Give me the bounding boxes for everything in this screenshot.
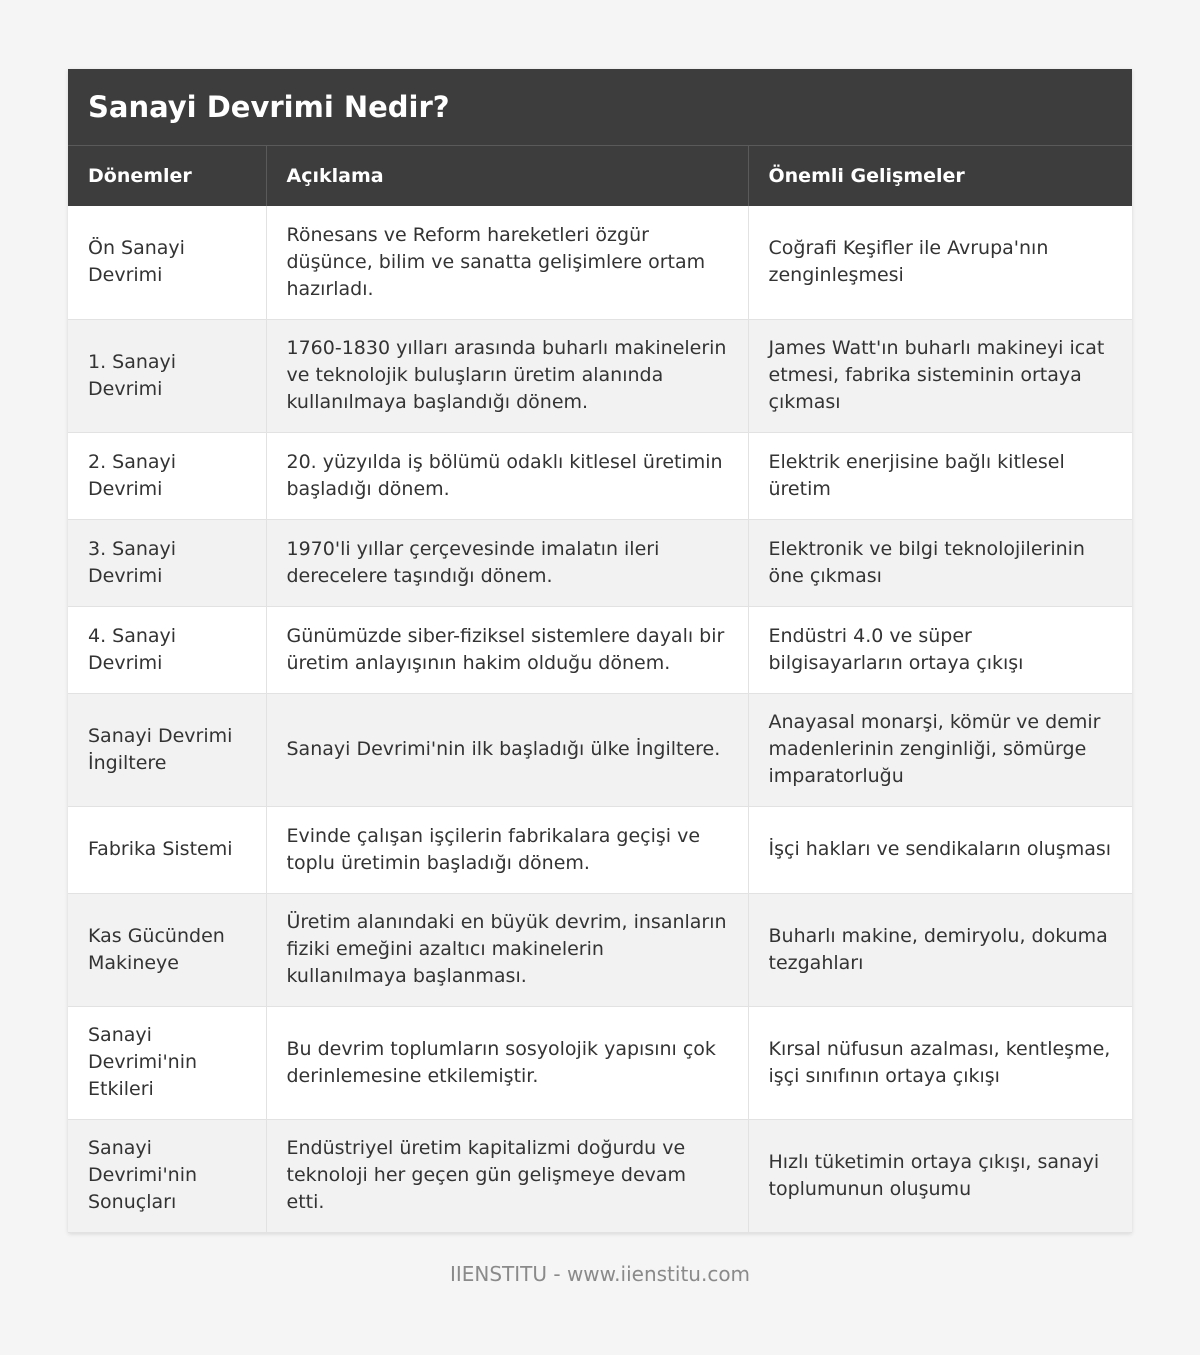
developments-cell: Coğrafi Keşifler ile Avrupa'nın zenginleşmesi [748, 206, 1132, 319]
table-row [68, 1119, 1132, 1232]
developments-cell: Anayasal monarşi, kömür ve demir madenlerinin zenginliği, sömürge imparatorluğu [748, 693, 1132, 806]
header-row [68, 146, 1132, 207]
description-cell: Rönesans ve Reform hareketleri özgür düşünce, bilim ve sanatta gelişimlere ortam hazırladı. [266, 206, 748, 319]
description-cell: Sanayi Devrimi'nin ilk başladığı ülke İngiltere. [266, 693, 748, 806]
period-cell: Ön Sanayi Devrimi [68, 206, 266, 319]
table-row [68, 893, 1132, 1006]
period-cell: 4. Sanayi Devrimi [68, 606, 266, 693]
column-header-developments: Önemli Gelişmeler [748, 146, 1132, 207]
period-cell: 3. Sanayi Devrimi [68, 519, 266, 606]
description-cell: 1970'li yıllar çerçevesinde imalatın ileri derecelere taşındığı dönem. [266, 519, 748, 606]
table-row [68, 1006, 1132, 1119]
period-cell: Fabrika Sistemi [68, 806, 266, 893]
table-row [68, 519, 1132, 606]
period-cell: Sanayi Devrimi'nin Sonuçları [68, 1119, 266, 1232]
developments-cell: Kırsal nüfusun azalması, kentleşme, işçi sınıfının ortaya çıkışı [748, 1006, 1132, 1119]
description-cell: Bu devrim toplumların sosyolojik yapısını çok derinlemesine etkilemiştir. [266, 1006, 748, 1119]
period-cell: Kas Gücünden Makineye [68, 893, 266, 1006]
period-cell: Sanayi Devrimi'nin Etkileri [68, 1006, 266, 1119]
footer-credit: IIENSTITU - www.iienstitu.com [449, 1262, 751, 1286]
period-cell: 2. Sanayi Devrimi [68, 432, 266, 519]
description-cell: 1760-1830 yılları arasında buharlı makinelerin ve teknolojik buluşların üretim alanında kullanılmaya başlandığı dönem. [266, 319, 748, 432]
description-cell: Üretim alanındaki en büyük devrim, insanların fiziki emeğini azaltıcı makinelerin kullanılmaya başlanması. [266, 893, 748, 1006]
period-cell: Sanayi Devrimi İngiltere [68, 693, 266, 806]
developments-cell: Buharlı makine, demiryolu, dokuma tezgahları [748, 893, 1132, 1006]
table-row [68, 693, 1132, 806]
developments-cell: İşçi hakları ve sendikaların oluşması [748, 806, 1132, 893]
table-title: Sanayi Devrimi Nedir? [68, 69, 1132, 145]
description-cell: Endüstriyel üretim kapitalizmi doğurdu ve teknoloji her geçen gün gelişmeye devam etti. [266, 1119, 748, 1232]
table-row [68, 319, 1132, 432]
table-card [68, 69, 1132, 1233]
column-header-periods: Dönemler [68, 146, 266, 207]
column-header-description: Açıklama [266, 146, 748, 207]
developments-cell: Hızlı tüketimin ortaya çıkışı, sanayi toplumunun oluşumu [748, 1119, 1132, 1232]
data-table [68, 145, 1132, 1233]
table-row [68, 206, 1132, 319]
description-cell: Günümüzde siber-fiziksel sistemlere dayalı bir üretim anlayışının hakim olduğu dönem. [266, 606, 748, 693]
developments-cell: James Watt'ın buharlı makineyi icat etmesi, fabrika sisteminin ortaya çıkması [748, 319, 1132, 432]
developments-cell: Elektronik ve bilgi teknolojilerinin öne çıkması [748, 519, 1132, 606]
description-cell: 20. yüzyılda iş bölümü odaklı kitlesel üretimin başladığı dönem. [266, 432, 748, 519]
table-row [68, 432, 1132, 519]
table-row [68, 606, 1132, 693]
developments-cell: Elektrik enerjisine bağlı kitlesel üretim [748, 432, 1132, 519]
period-cell: 1. Sanayi Devrimi [68, 319, 266, 432]
developments-cell: Endüstri 4.0 ve süper bilgisayarların ortaya çıkışı [748, 606, 1132, 693]
description-cell: Evinde çalışan işçilerin fabrikalara geçişi ve toplu üretimin başladığı dönem. [266, 806, 748, 893]
table-row [68, 806, 1132, 893]
